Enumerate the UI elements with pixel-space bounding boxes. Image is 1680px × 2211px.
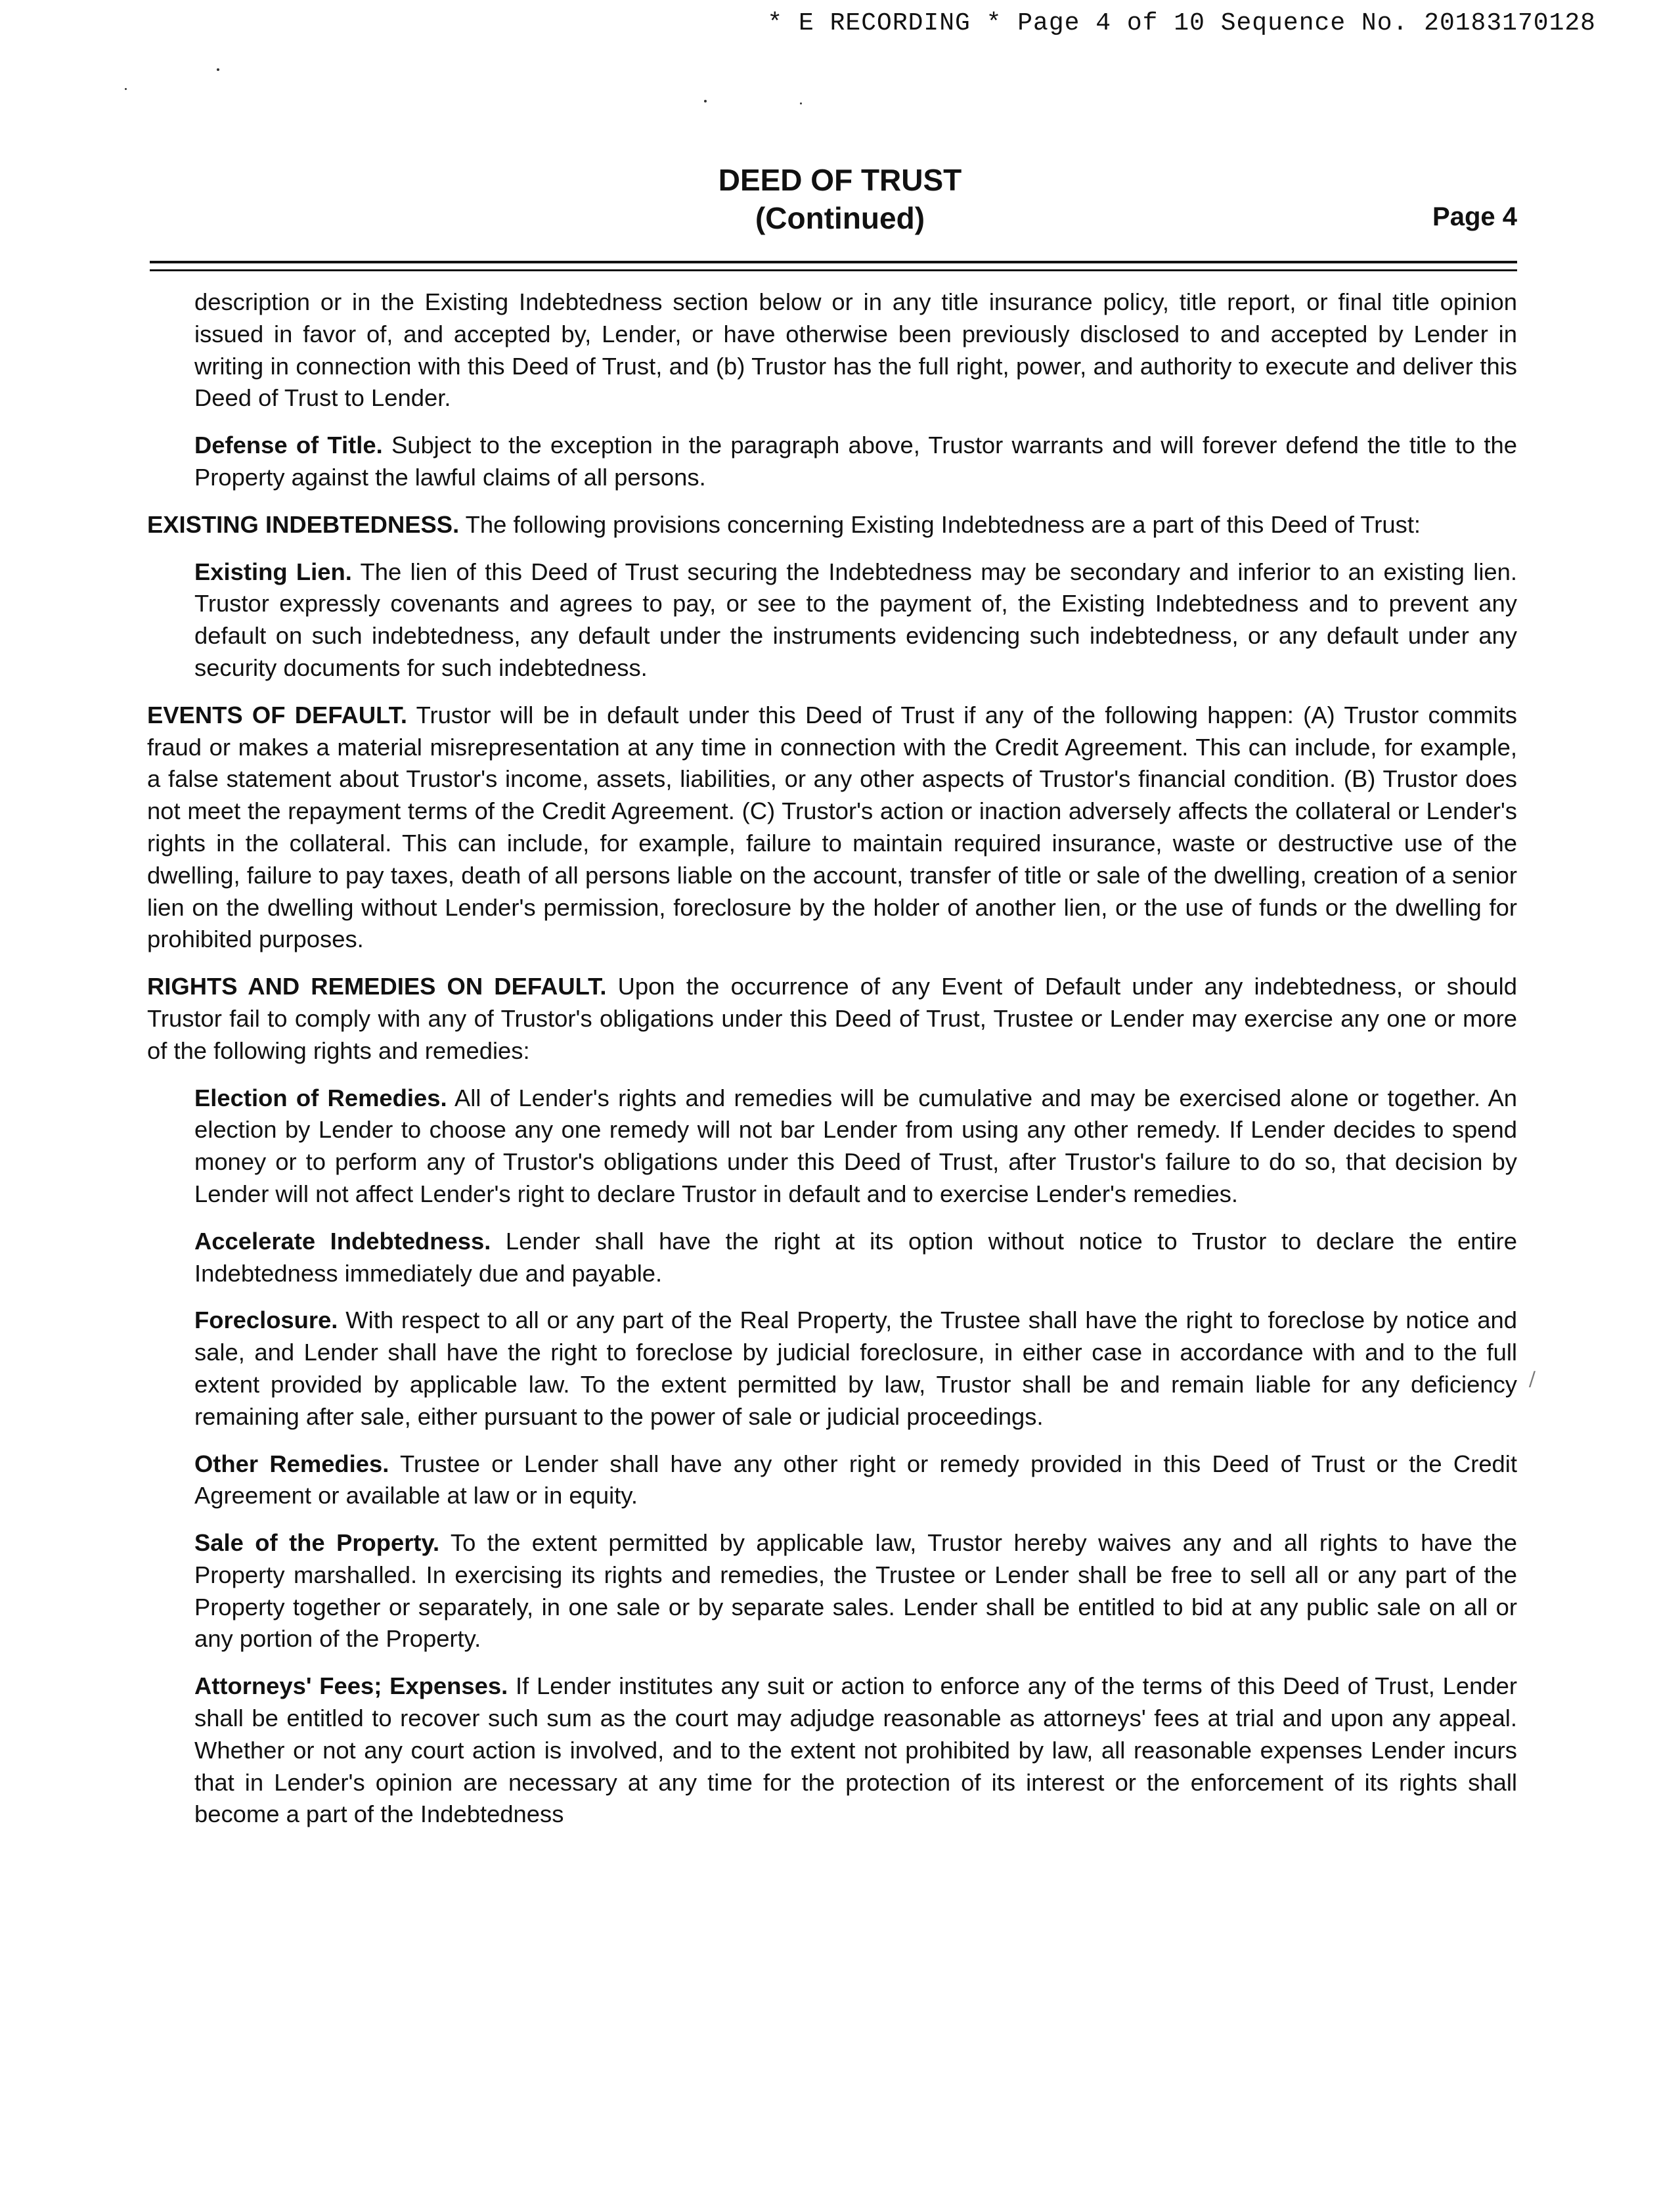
- paragraph-attorneys-fees: [194, 1670, 1517, 1831]
- paragraph-heading: Other Remedies.: [194, 1450, 389, 1477]
- margin-mark: /: [1528, 1368, 1536, 1391]
- paragraph-text: The lien of this Deed of Trust securing the Indebtedness may be secondary and inferior to an existing lien. Trustor expressly covenants and agrees to pay, or see to the payment of, the Existing Indebtedness and to prevent any default on such indebtedness, any default under the instruments evidencing such indebtedness, or any default under any security documents for such indebtedness.: [194, 558, 1518, 681]
- paragraph-heading: Defense of Title.: [194, 432, 383, 459]
- scan-speck: [125, 88, 127, 90]
- paragraph-text: The following provisions concerning Existing Indebtedness are a part of this Deed of Trust:: [465, 510, 1421, 538]
- paragraph-existing-lien: [194, 556, 1517, 684]
- paragraph-text: Trustor will be in default under this Deed of Trust if any of the following happen: (A) Trustor commits fraud or makes a material misrepresentation at any time in connection with the Credit Agreement. This can include, for example, a false statement about Trustor's income, assets, liabilities, or any other aspects of Trustor's financial condition. (B) Trustor does not meet the repayment terms of the Credit Agreement. (C) Trustor's action or inaction adversely affects the collateral or Lender's rights in the collateral. This can include, for example, failure to maintain required insurance, waste or destructive use of the dwelling, failure to pay taxes, death of all persons liable on the account, transfer of title or sale of the dwelling, creation of a senior lien on the dwelling without Lender's permission, foreclosure by the holder of another lien, or the use of funds or the dwelling for prohibited purposes.: [147, 701, 1517, 953]
- paragraph-sale-of-property: [194, 1527, 1517, 1655]
- paragraph-other-remedies: [194, 1448, 1517, 1513]
- page-number: Page 4: [1432, 202, 1517, 231]
- document-title: [0, 161, 1680, 237]
- paragraph-text: To the extent permitted by applicable law, Trustor hereby waives any and all rights to have the Property marshalled. In exercising its rights and remedies, the Trustee or Lender shall be free to sell all or any part of the Property together or separately, in one sale or by separate sales. Lender shall be entitled to bid at any public sale on all or any portion of the Property.: [194, 1529, 1518, 1653]
- paragraph-accelerate-indebtedness: [194, 1226, 1517, 1290]
- paragraph-text: Lender shall have the right at its option without notice to Trustor to declare the entire Indebtedness immediately due and payable.: [194, 1227, 1517, 1287]
- header-rule-top: [150, 261, 1517, 263]
- paragraph-text: All of Lender's rights and remedies will be cumulative and may be exercised alone or together. An election by Lender to choose any one remedy will not bar Lender from using any other remedy. If Lender decides to spend money or to perform any of Trustor's obligations under this Deed of Trust, after Trustor's failure to do so, that decision by Lender will not affect Lender's right to declare Trustor in default and to exercise Lender's remedies.: [194, 1084, 1517, 1207]
- subtitle-line: (Continued): [755, 201, 925, 235]
- paragraph-defense-of-title: [194, 430, 1517, 494]
- paragraph-text: description or in the Existing Indebtedness section below or in any title insurance policy, title report, or final title opinion issued in favor of, and accepted by, Lender, or have otherwise been previously disclosed to and accepted by Lender in writing in connection with this Deed of Trust, and (b) Trustor has the full right, power, and authority to execute and deliver this Deed of Trust to Lender.: [194, 288, 1517, 412]
- section-heading: EXISTING INDEBTEDNESS.: [147, 510, 460, 538]
- paragraph-heading: Existing Lien.: [194, 558, 352, 585]
- paragraph-heading: Accelerate Indebtedness.: [194, 1227, 491, 1255]
- paragraph-continuation: [194, 286, 1517, 414]
- header-rule-bottom: [150, 269, 1517, 271]
- paragraph-text: With respect to all or any part of the Real Property, the Trustee shall have the right to foreclose by notice and sale, and Lender shall have the right to foreclose by judicial foreclosure, in either case in accordance with and to the full extent provided by applicable law. To the extent permitted by law, Trustor shall be and remain liable for any deficiency remaining after sale, either pursuant to the power of sale or judicial proceedings.: [194, 1306, 1517, 1430]
- paragraph-text: If Lender institutes any suit or action to enforce any of the terms of this Deed of Trust, Lender shall be entitled to recover such sum as the court may adjudge reasonable as attorneys' fees at trial and upon any appeal. Whether or not any court action is involved, and to the extent not prohibited by law, all reasonable expenses Lender incurs that in Lender's opinion are necessary at any time for the protection of its interest or the enforcement of its rights shall become a part of the Indebtedness: [194, 1672, 1517, 1828]
- paragraph-foreclosure: [194, 1305, 1517, 1433]
- scan-speck: [800, 102, 802, 104]
- scan-speck: [217, 68, 219, 71]
- paragraph-heading: Foreclosure.: [194, 1306, 338, 1334]
- section-rights-and-remedies: [147, 971, 1517, 1067]
- paragraph-text: Trustee or Lender shall have any other right or remedy provided in this Deed of Trust or the Credit Agreement or available at law or in equity.: [194, 1450, 1517, 1509]
- scan-speck: [704, 100, 707, 102]
- section-events-of-default: [147, 700, 1517, 956]
- paragraph-heading: Attorneys' Fees; Expenses.: [194, 1672, 508, 1700]
- paragraph-heading: Election of Remedies.: [194, 1084, 447, 1111]
- paragraph-text: Subject to the exception in the paragraph above, Trustor warrants and will forever defend the title to the Property against the lawful claims of all persons.: [194, 432, 1517, 491]
- section-heading: EVENTS OF DEFAULT.: [147, 701, 407, 728]
- paragraph-heading: Sale of the Property.: [194, 1529, 440, 1557]
- document-body: [147, 286, 1517, 1846]
- title-line: DEED OF TRUST: [718, 163, 962, 197]
- section-existing-indebtedness: [147, 509, 1517, 541]
- section-heading: RIGHTS AND REMEDIES ON DEFAULT.: [147, 973, 607, 1000]
- recording-stamp: * E RECORDING * Page 4 of 10 Sequence No. 20183170128: [767, 9, 1596, 37]
- paragraph-text: Upon the occurrence of any Event of Default under any indebtedness, or should Trustor fail to comply with any of Trustor's obligations under this Deed of Trust, Trustee or Lender may exercise any one or more of the following rights and remedies:: [147, 973, 1517, 1064]
- paragraph-election-of-remedies: [194, 1083, 1517, 1211]
